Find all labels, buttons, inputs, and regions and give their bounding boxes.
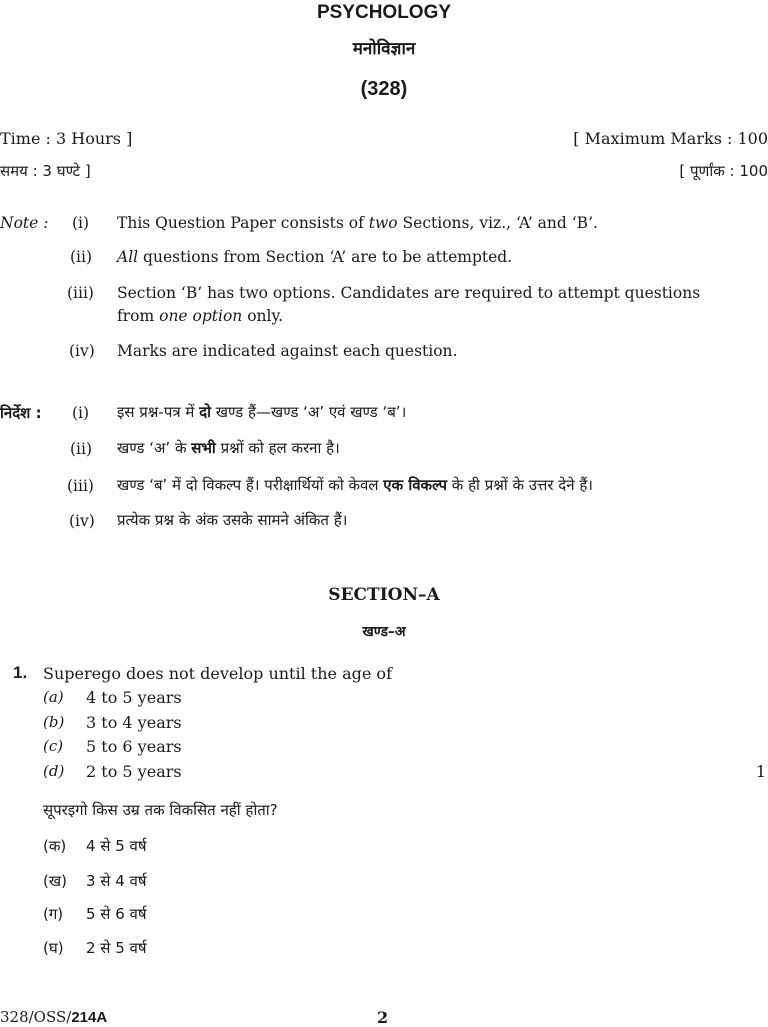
option-label-hi: (घ): [43, 939, 64, 957]
option-text: 3 to 4 years: [86, 713, 182, 732]
question-marks: 1: [755, 762, 766, 781]
option-text: 4 to 5 years: [86, 688, 182, 707]
option-text-hi: 5 से 6 वर्ष: [86, 905, 147, 923]
subject-title-en: PSYCHOLOGY: [316, 2, 452, 23]
option-label: (b): [43, 713, 65, 731]
nirdesh-label: निर्देश :: [0, 404, 42, 422]
note-num: (ii): [70, 248, 93, 266]
paper-code: 328/OSS/214A: [0, 1008, 108, 1026]
nirdesh-item-1: इस प्रश्न-पत्र में दो खण्ड हैं—खण्ड ‘अ’ एवं खण्ड ‘ब’।: [117, 403, 407, 421]
option-text: 2 to 5 years: [86, 762, 182, 781]
subject-title-hi: मनोविज्ञान: [352, 39, 416, 59]
nirdesh-num: (i): [72, 404, 90, 422]
option-text: 5 to 6 years: [86, 737, 182, 756]
note-label: Note :: [0, 214, 49, 232]
question-text-en: Superego does not develop until the age of: [43, 664, 392, 683]
note-num: (i): [72, 214, 90, 232]
time-hi: समय : 3 घण्टे ]: [0, 162, 91, 180]
nirdesh-item-3: खण्ड ‘ब’ में दो विकल्प हैं। परीक्षार्थियों को केवल एक विकल्प के ही प्रश्नों के उत्तर देने हैं।: [117, 476, 593, 494]
option-label: (d): [43, 762, 65, 780]
page-number: 2: [377, 1008, 389, 1027]
max-marks-en: [ Maximum Marks : 100: [573, 129, 768, 148]
option-label: (c): [43, 737, 64, 755]
option-label-hi: (ख): [43, 872, 67, 890]
note-item-2: All questions from Section ‘A’ are to be attempted.: [117, 248, 513, 266]
note-num: (iii): [67, 284, 94, 302]
note-item-1: This Question Paper consists of two Sections, viz., ‘A’ and ‘B’.: [117, 214, 598, 232]
nirdesh-item-2: खण्ड ‘अ’ के सभी प्रश्नों को हल करना है।: [117, 439, 340, 457]
option-text-hi: 4 से 5 वर्ष: [86, 837, 147, 855]
note-num: (iv): [69, 342, 95, 360]
option-text-hi: 2 से 5 वर्ष: [86, 939, 147, 957]
max-marks-hi: [ पूर्णांक : 100: [679, 162, 768, 180]
note-item-3-line2: from one option only.: [117, 307, 284, 325]
option-label-hi: (ग): [43, 905, 64, 923]
nirdesh-item-4: प्रत्येक प्रश्न के अंक उसके सामने अंकित हैं।: [117, 511, 348, 529]
question-text-hi: सूपरइगो किस उम्र तक विकसित नहीं होता?: [43, 801, 278, 819]
note-item-4: Marks are indicated against each question.: [117, 342, 458, 360]
nirdesh-num: (ii): [70, 440, 93, 458]
option-label-hi: (क): [43, 837, 67, 855]
question-number: 1.: [13, 663, 28, 682]
note-item-3-line1: Section ‘B’ has two options. Candidates are required to attempt questions: [117, 284, 701, 302]
subject-code: (328): [360, 78, 408, 100]
time-en: Time : 3 Hours ]: [0, 129, 133, 148]
nirdesh-num: (iii): [67, 477, 94, 495]
option-label: (a): [43, 688, 64, 706]
section-title-hi: खण्ड–अ: [362, 624, 406, 640]
section-title-en: SECTION–A: [328, 585, 440, 605]
nirdesh-num: (iv): [69, 512, 95, 530]
option-text-hi: 3 से 4 वर्ष: [86, 872, 147, 890]
